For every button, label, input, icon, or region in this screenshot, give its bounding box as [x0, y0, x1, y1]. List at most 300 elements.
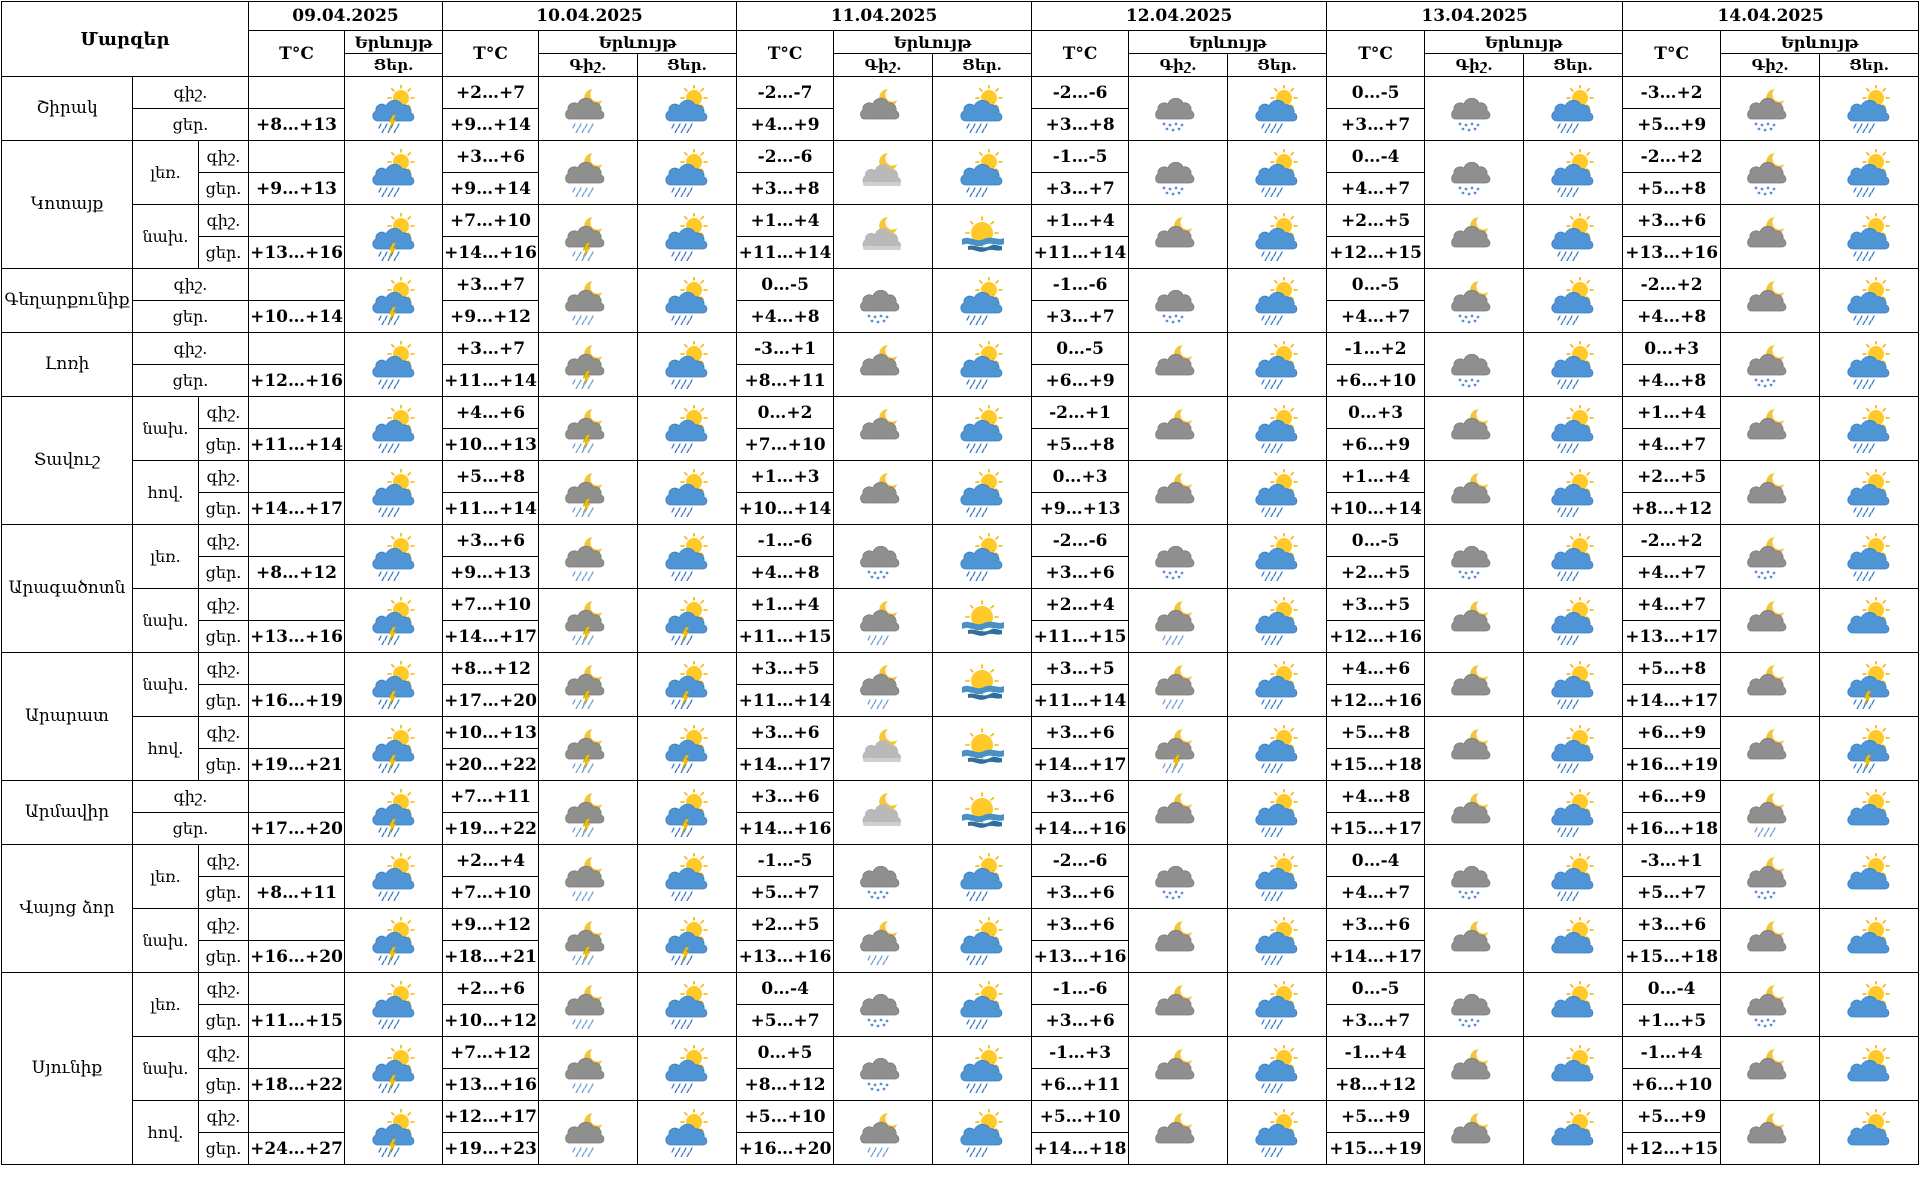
night-temperature: [249, 717, 345, 749]
day-weather-cell: [933, 205, 1032, 269]
day-weather-cell: [1228, 461, 1327, 525]
night-temperature: -1…-5: [737, 845, 834, 877]
night-temperature: [249, 909, 345, 941]
day-weather-cell: [1524, 973, 1623, 1037]
sun-cloud-rain-icon: [1228, 533, 1326, 581]
day-weather-cell: [638, 973, 737, 1037]
night-temperature: 0…-4: [737, 973, 834, 1005]
day-temperature: +4…+8: [737, 301, 834, 333]
night-weather-cell: [834, 973, 933, 1037]
sun-cloud-thunder-icon: [1820, 661, 1918, 709]
day-weather-cell: [345, 973, 443, 1037]
night-temperature: +1…+4: [1032, 205, 1129, 237]
rain-sun-thunder-icon: [345, 1045, 442, 1093]
rain-sun-thunder-icon: [345, 597, 442, 645]
cloud-moon-rain-icon: [539, 533, 637, 581]
night-weather-cell: [539, 717, 638, 781]
day-temperature: +5…+8: [1032, 429, 1129, 461]
day-temperature: +15…+19: [1327, 1133, 1425, 1165]
day-temperature: +4…+7: [1623, 557, 1721, 589]
rain-sun-thunder-icon: [345, 725, 442, 773]
day-weather-cell: [345, 653, 443, 717]
sun-cloud-rain-icon: [1524, 277, 1622, 325]
table-row: [2, 525, 1919, 557]
table-row: [2, 461, 1919, 493]
sun-cloud-rain-icon: [638, 853, 736, 901]
rain-sun-thunder-icon: [345, 1109, 442, 1157]
sun-cloud-rain-icon: [1524, 789, 1622, 837]
day-temperature: +8…+11: [737, 365, 834, 397]
night-weather-cell: [1721, 205, 1820, 269]
cloud-snow-icon: [834, 853, 932, 901]
sun-cloud-rain-icon: [345, 149, 442, 197]
day-temperature: +14…+17: [1032, 749, 1129, 781]
forecast-table: [1, 1, 1919, 1165]
region-column-header: Մարզեր: [2, 2, 249, 77]
day-weather-cell: [1820, 269, 1919, 333]
night-temperature: +3…+7: [443, 269, 539, 301]
day-temperature: +13…+16: [737, 941, 834, 973]
cloud-moon-icon: [1721, 661, 1819, 709]
night-temperature: 0…+3: [1327, 397, 1425, 429]
cloud-moon-icon: [1129, 981, 1227, 1029]
sun-cloud-icon: [1524, 1109, 1622, 1157]
cloud-moon-icon: [1129, 405, 1227, 453]
cloud-moon-icon: [1721, 405, 1819, 453]
sun-cloud-rain-icon: [1524, 661, 1622, 709]
night-weather-cell: [834, 781, 933, 845]
night-temperature: +2…+5: [1327, 205, 1425, 237]
night-temperature: +3…+6: [1623, 205, 1721, 237]
day-label: ցեր.: [199, 1133, 249, 1165]
day-temperature: +14…+16: [1032, 813, 1129, 845]
day-weather-cell: [1228, 1037, 1327, 1101]
sun-cloud-rain-icon: [1524, 853, 1622, 901]
day-weather-cell: [1820, 653, 1919, 717]
day-temperature: +4…+7: [1623, 429, 1721, 461]
day-temperature: +3…+8: [1032, 109, 1129, 141]
day-weather-cell: [1524, 269, 1623, 333]
night-weather-cell: [1129, 845, 1228, 909]
day-weather-cell: [1228, 845, 1327, 909]
cloud-moon-rain-icon: [539, 1045, 637, 1093]
day-label: ցեր.: [133, 813, 249, 845]
region-name: Արագածոտն: [2, 525, 133, 653]
night-weather-cell: [1425, 1037, 1524, 1101]
cloud-moon-rain-icon: [539, 1109, 637, 1157]
day-temperature: +11…+14: [1032, 685, 1129, 717]
cloud-snow-icon: [1425, 149, 1523, 197]
sun-cloud-rain-icon: [1228, 1109, 1326, 1157]
day-temperature: +4…+7: [1327, 301, 1425, 333]
night-weather-cell: [1721, 909, 1820, 973]
day-label: ցեր.: [199, 877, 249, 909]
night-weather-cell: [539, 397, 638, 461]
sun-haze-icon: [933, 597, 1031, 645]
rain-sun-thunder-icon: [345, 85, 442, 133]
night-temperature: -2…+2: [1623, 141, 1721, 173]
rain-sun-thunder-icon: [345, 277, 442, 325]
day-weather-cell: [1524, 333, 1623, 397]
night-weather-cell: [1721, 589, 1820, 653]
night-temperature: -2…+1: [1032, 397, 1129, 429]
cloud-moon-thunder-icon: [539, 661, 637, 709]
day-weather-cell: [1228, 909, 1327, 973]
region-name: Շիրակ: [2, 77, 133, 141]
night-weather-cell: [1129, 141, 1228, 205]
day-weather-cell: [933, 589, 1032, 653]
night-temperature: +3…+5: [1032, 653, 1129, 685]
night-temperature: +1…+4: [1327, 461, 1425, 493]
night-label: գիշ.: [133, 333, 249, 365]
day-temperature: +11…+14: [737, 237, 834, 269]
day-temperature: +16…+20: [249, 941, 345, 973]
day-subheader: Ցեր.: [345, 54, 443, 77]
sun-cloud-rain-icon: [345, 981, 442, 1029]
night-subheader: Գիշ.: [1129, 54, 1228, 77]
night-temperature: 0…-5: [1032, 333, 1129, 365]
night-weather-cell: [1129, 77, 1228, 141]
cloud-moon-icon: [1129, 789, 1227, 837]
day-weather-cell: [638, 781, 737, 845]
sun-cloud-rain-icon: [1524, 341, 1622, 389]
night-temperature: 0…+3: [1623, 333, 1721, 365]
night-weather-cell: [1425, 845, 1524, 909]
table-row: [2, 1037, 1919, 1069]
night-temperature: -3…+2: [1623, 77, 1721, 109]
day-temperature: +13…+16: [249, 237, 345, 269]
day-weather-cell: [345, 845, 443, 909]
night-temperature: 0…+3: [1032, 461, 1129, 493]
night-temperature: +3…+6: [1623, 909, 1721, 941]
day-subheader: Ցեր.: [933, 54, 1032, 77]
day-weather-cell: [638, 397, 737, 461]
night-weather-cell: [539, 333, 638, 397]
day-weather-cell: [1228, 205, 1327, 269]
day-weather-cell: [1820, 845, 1919, 909]
table-row: [2, 205, 1919, 237]
cloud-moon-icon: [1721, 277, 1819, 325]
day-label: ցեր.: [199, 1069, 249, 1101]
night-weather-cell: [539, 269, 638, 333]
day-weather-cell: [1820, 1101, 1919, 1165]
night-temperature: +4…+8: [1327, 781, 1425, 813]
night-label: գիշ.: [199, 909, 249, 941]
subzone-label: նախ.: [133, 205, 199, 269]
night-weather-cell: [1721, 397, 1820, 461]
day-weather-cell: [638, 845, 737, 909]
night-weather-cell: [1425, 205, 1524, 269]
night-weather-cell: [539, 589, 638, 653]
cloud-moon-thunder-icon: [539, 469, 637, 517]
day-temperature: +24…+27: [249, 1133, 345, 1165]
cloud-moon-icon: [834, 405, 932, 453]
day-temperature: +8…+12: [249, 557, 345, 589]
cloud-moon-rain-icon: [834, 661, 932, 709]
day-weather-cell: [345, 1037, 443, 1101]
cloud-snow-icon: [1129, 85, 1227, 133]
day-weather-cell: [1524, 205, 1623, 269]
table-row: [2, 333, 1919, 365]
sun-cloud-rain-icon: [1524, 469, 1622, 517]
day-weather-cell: [1820, 909, 1919, 973]
cloud-moon-thunder-icon: [539, 725, 637, 773]
night-weather-cell: [1129, 461, 1228, 525]
night-weather-cell: [539, 525, 638, 589]
night-weather-cell: [539, 141, 638, 205]
cloud-moon-rain-icon: [1129, 597, 1227, 645]
day-label: ցեր.: [199, 493, 249, 525]
night-label: գիշ.: [199, 1037, 249, 1069]
day-weather-cell: [1228, 973, 1327, 1037]
day-temperature: +2…+5: [1327, 557, 1425, 589]
day-temperature: +11…+15: [1032, 621, 1129, 653]
sun-cloud-icon: [1820, 597, 1918, 645]
night-temperature: [249, 397, 345, 429]
night-weather-cell: [1721, 77, 1820, 141]
night-weather-cell: [1129, 909, 1228, 973]
night-weather-cell: [1721, 525, 1820, 589]
day-temperature: +6…+10: [1327, 365, 1425, 397]
night-label: գիշ.: [133, 781, 249, 813]
cloud-moon-icon: [1721, 597, 1819, 645]
day-weather-cell: [1228, 77, 1327, 141]
night-weather-cell: [834, 269, 933, 333]
night-weather-cell: [1721, 781, 1820, 845]
day-weather-cell: [1820, 77, 1919, 141]
day-weather-cell: [638, 717, 737, 781]
cloud-moon-rain-icon: [1129, 661, 1227, 709]
day-weather-cell: [1524, 845, 1623, 909]
night-temperature: [249, 77, 345, 109]
day-weather-cell: [345, 525, 443, 589]
sun-cloud-rain-icon: [1228, 85, 1326, 133]
phenomenon-header: Երևույթ: [834, 31, 1032, 54]
night-temperature: 0…-4: [1327, 845, 1425, 877]
night-temperature: +4…+6: [1327, 653, 1425, 685]
night-weather-cell: [539, 1101, 638, 1165]
night-temperature: -1…+4: [1327, 1037, 1425, 1069]
cloud-moon-snow-icon: [1721, 149, 1819, 197]
cloud-moon-icon: [1129, 469, 1227, 517]
day-temperature: +20…+22: [443, 749, 539, 781]
night-temperature: +5…+8: [1623, 653, 1721, 685]
night-temperature: -2…-6: [1032, 525, 1129, 557]
day-weather-cell: [1228, 141, 1327, 205]
sun-cloud-rain-icon: [933, 277, 1031, 325]
sun-cloud-rain-icon: [1820, 85, 1918, 133]
night-weather-cell: [1425, 717, 1524, 781]
night-weather-cell: [1129, 525, 1228, 589]
night-temperature: +6…+9: [1623, 781, 1721, 813]
night-temperature: [249, 781, 345, 813]
day-label: ցեր.: [133, 109, 249, 141]
night-weather-cell: [539, 973, 638, 1037]
sun-cloud-rain-icon: [1228, 149, 1326, 197]
night-temperature: +3…+6: [737, 781, 834, 813]
night-weather-cell: [1129, 717, 1228, 781]
night-weather-cell: [1721, 1101, 1820, 1165]
night-weather-cell: [539, 1037, 638, 1101]
table-row: [2, 717, 1919, 749]
sun-cloud-rain-icon: [933, 981, 1031, 1029]
day-weather-cell: [345, 717, 443, 781]
night-temperature: +1…+3: [737, 461, 834, 493]
day-weather-cell: [638, 589, 737, 653]
sun-cloud-rain-icon: [345, 469, 442, 517]
day-weather-cell: [345, 205, 443, 269]
sun-cloud-rain-icon: [638, 213, 736, 261]
night-weather-cell: [1425, 141, 1524, 205]
subzone-label: նախ.: [133, 1037, 199, 1101]
day-weather-cell: [1228, 1101, 1327, 1165]
day-temperature: +12…+16: [1327, 685, 1425, 717]
day-temperature: +4…+8: [1623, 301, 1721, 333]
sun-cloud-rain-icon: [1524, 597, 1622, 645]
day-weather-cell: [1524, 589, 1623, 653]
night-temperature: +1…+4: [1623, 397, 1721, 429]
night-temperature: [249, 845, 345, 877]
day-temperature: +18…+21: [443, 941, 539, 973]
sun-cloud-icon: [1820, 981, 1918, 1029]
night-weather-cell: [834, 1101, 933, 1165]
day-temperature: +14…+16: [443, 237, 539, 269]
night-label: գիշ.: [199, 973, 249, 1005]
day-temperature: +16…+19: [1623, 749, 1721, 781]
day-label: ցեր.: [199, 173, 249, 205]
day-weather-cell: [345, 397, 443, 461]
night-weather-cell: [1425, 269, 1524, 333]
day-temperature: +16…+19: [249, 685, 345, 717]
date-header: 12.04.2025: [1032, 2, 1327, 31]
day-weather-cell: [345, 461, 443, 525]
night-temperature: +1…+4: [737, 589, 834, 621]
cloud-moon-rain-icon: [834, 1109, 932, 1157]
sun-cloud-rain-icon: [1820, 533, 1918, 581]
day-weather-cell: [1524, 909, 1623, 973]
night-temperature: +4…+7: [1623, 589, 1721, 621]
day-weather-cell: [1820, 973, 1919, 1037]
night-temperature: 0…-4: [1623, 973, 1721, 1005]
day-label: ցեր.: [199, 557, 249, 589]
subzone-label: լեռ.: [133, 525, 199, 589]
subzone-label: նախ.: [133, 589, 199, 653]
cloud-moon-icon: [1721, 917, 1819, 965]
night-temperature: +3…+7: [443, 333, 539, 365]
sun-cloud-rain-icon: [933, 149, 1031, 197]
night-weather-cell: [1425, 397, 1524, 461]
cloud-moon-icon: [1425, 469, 1523, 517]
day-temperature: +5…+7: [737, 1005, 834, 1037]
sun-cloud-icon: [1820, 789, 1918, 837]
day-weather-cell: [933, 269, 1032, 333]
night-temperature: 0…-5: [1327, 973, 1425, 1005]
night-temperature: +3…+6: [1327, 909, 1425, 941]
night-temperature: 0…-5: [1327, 525, 1425, 557]
table-row: [2, 845, 1919, 877]
sun-cloud-rain-icon: [1228, 341, 1326, 389]
phenomenon-header: Երևույթ: [539, 31, 737, 54]
sun-cloud-thunder-icon: [638, 917, 736, 965]
cloud-moon-fog-icon: [834, 725, 932, 773]
sun-cloud-icon: [1820, 1109, 1918, 1157]
night-weather-cell: [834, 1037, 933, 1101]
day-subheader: Ցեր.: [638, 54, 737, 77]
sun-cloud-thunder-icon: [638, 597, 736, 645]
sun-cloud-rain-icon: [638, 149, 736, 197]
sun-cloud-thunder-icon: [638, 725, 736, 773]
sun-cloud-rain-icon: [1228, 213, 1326, 261]
cloud-snow-icon: [1425, 533, 1523, 581]
day-temperature: +13…+16: [1032, 941, 1129, 973]
day-weather-cell: [638, 333, 737, 397]
day-temperature: +4…+7: [1327, 877, 1425, 909]
night-weather-cell: [539, 781, 638, 845]
day-temperature: +9…+14: [443, 109, 539, 141]
sun-cloud-rain-icon: [638, 981, 736, 1029]
day-temperature: +19…+22: [443, 813, 539, 845]
night-weather-cell: [834, 717, 933, 781]
day-temperature: +14…+18: [1032, 1133, 1129, 1165]
night-weather-cell: [1721, 269, 1820, 333]
table-row: [2, 909, 1919, 941]
sun-cloud-rain-icon: [1228, 789, 1326, 837]
night-weather-cell: [1721, 973, 1820, 1037]
sun-cloud-icon: [1820, 917, 1918, 965]
night-temperature: -2…-6: [1032, 77, 1129, 109]
day-temperature: +12…+16: [249, 365, 345, 397]
night-weather-cell: [1721, 333, 1820, 397]
night-label: գիշ.: [133, 269, 249, 301]
cloud-snow-icon: [834, 981, 932, 1029]
cloud-moon-rain-icon: [539, 85, 637, 133]
night-weather-cell: [1129, 1037, 1228, 1101]
day-weather-cell: [1524, 653, 1623, 717]
day-label: ցեր.: [133, 301, 249, 333]
temperature-header: T°C: [1327, 31, 1425, 77]
cloud-snow-icon: [834, 533, 932, 581]
subzone-label: լեռ.: [133, 973, 199, 1037]
cloud-moon-icon: [1129, 1045, 1227, 1093]
night-label: գիշ.: [199, 461, 249, 493]
night-temperature: +2…+4: [1032, 589, 1129, 621]
day-temperature: +16…+18: [1623, 813, 1721, 845]
night-temperature: [249, 589, 345, 621]
day-weather-cell: [1524, 1101, 1623, 1165]
cloud-moon-icon: [1425, 661, 1523, 709]
day-temperature: +8…+11: [249, 877, 345, 909]
night-weather-cell: [1129, 205, 1228, 269]
day-weather-cell: [1228, 525, 1327, 589]
day-temperature: +3…+7: [1327, 1005, 1425, 1037]
night-temperature: +10…+13: [443, 717, 539, 749]
sun-haze-icon: [933, 789, 1031, 837]
night-temperature: -2…-6: [1032, 845, 1129, 877]
night-temperature: [249, 461, 345, 493]
sun-cloud-rain-icon: [1228, 917, 1326, 965]
day-weather-cell: [933, 909, 1032, 973]
day-label: ցեր.: [199, 685, 249, 717]
day-temperature: +8…+12: [737, 1069, 834, 1101]
cloud-moon-icon: [1425, 597, 1523, 645]
subzone-label: հով.: [133, 461, 199, 525]
cloud-moon-snow-icon: [1721, 85, 1819, 133]
day-temperature: +10…+14: [1327, 493, 1425, 525]
rain-sun-thunder-icon: [345, 661, 442, 709]
night-weather-cell: [1425, 77, 1524, 141]
night-label: գիշ.: [199, 589, 249, 621]
cloud-moon-rain-icon: [539, 277, 637, 325]
